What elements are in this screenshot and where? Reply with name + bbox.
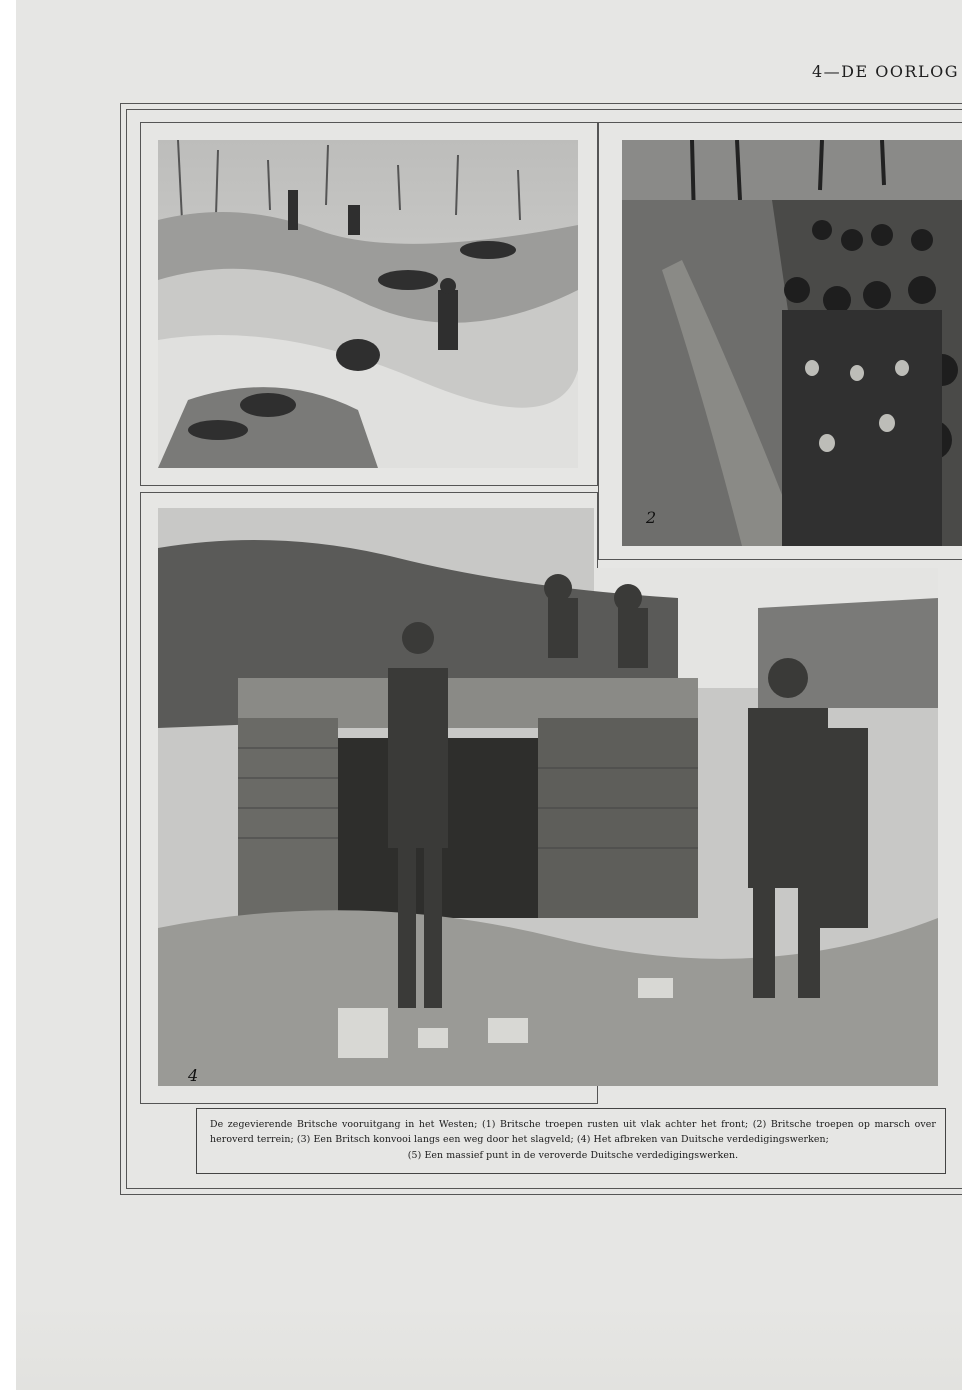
caption-text [210, 1117, 936, 1163]
photo-4-number: 4 [188, 1066, 199, 1085]
page-header: 4—DE OORLOG [812, 62, 960, 81]
photo-4-demolition [158, 508, 938, 1086]
photo-2-troops-marching [622, 140, 962, 546]
photo-2-number: 2 [646, 508, 657, 527]
caption-line-2: (5) Een massief punt in de veroverde Duitsche verdedigingswerken. [407, 1149, 739, 1161]
caption-line-1: De zegevierende Britsche vooruitgang in het Westen; (1) Britsche troepen rusten uit vlak achter het front; (2) Britsche troepen op marsch over heroverd terrein; (3) Een Britsch konvooi langs een weg door het slagveld; (4) Het afbreken van Duitsche verdedigingswerken; [210, 1119, 936, 1146]
paper-bottom [16, 1300, 962, 1390]
photo-1-troops-resting [158, 140, 578, 468]
